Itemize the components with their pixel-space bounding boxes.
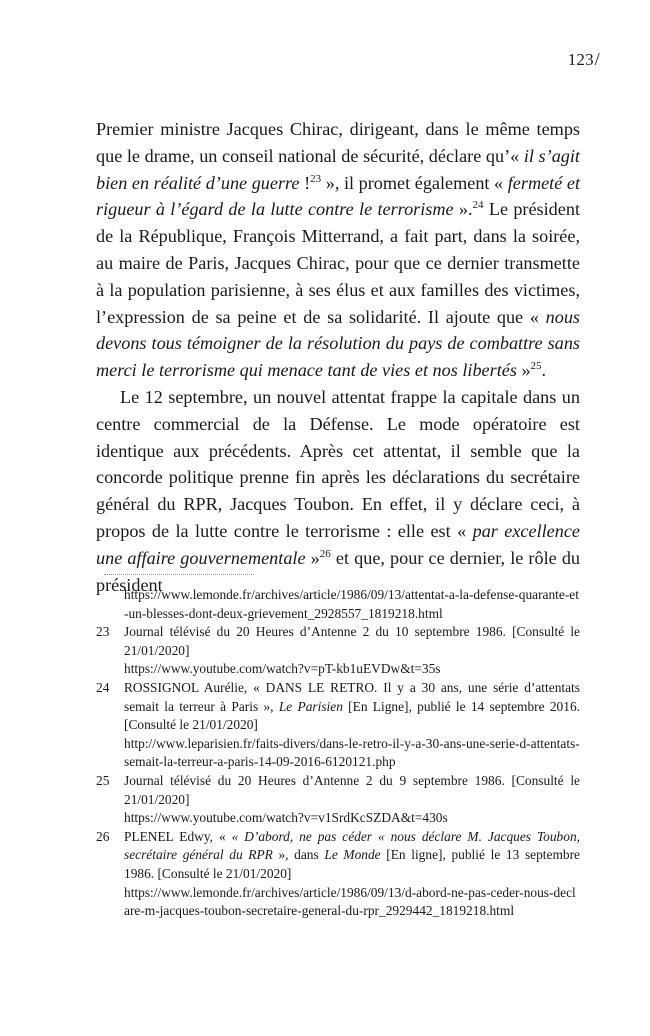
footnote-article-title: « D’abord, ne pas céder « nous déclare M. Jacques Toubon, secrétaire général du RPR xyxy=(124,828,580,863)
p2-quote-toubon: par excellence une affaire gouvernementale xyxy=(96,520,580,568)
p1-text-i: » xyxy=(516,360,531,381)
p1-text-d: », il promet également « xyxy=(321,172,508,193)
footnote-citation: Journal télévisé du 20 Heures d’Antenne 2 du 9 septembre 1986. [Consulté le 21/01/2020] xyxy=(124,772,580,807)
footnote-link[interactable]: https://www.youtube.com/watch?v=pT-kb1uEVDw&t=35s xyxy=(124,661,441,677)
paragraph-2 xyxy=(96,384,580,598)
footnote-23 xyxy=(96,623,580,679)
page-number-slash: / xyxy=(594,49,600,69)
body-text xyxy=(96,116,580,598)
footnote-citation xyxy=(124,828,580,884)
footnote-continued xyxy=(96,586,580,623)
footnote-citation-text: [En ligne], publié le 13 septembre 1986. [Consulté le 21/01/2020] xyxy=(124,847,580,881)
p2-text-d: et que, pour ce dernier, le rôle du président xyxy=(96,547,581,595)
footnote-number-blank xyxy=(96,586,124,623)
page-number-value: 123 xyxy=(567,50,594,69)
footnote-link[interactable]: https://www.lemonde.fr/archives/article/1986/09/13/attentat-a-la-defense-quarante-et-un-blesses-dont-deux-grievement_2928557_1819218.html xyxy=(124,587,579,621)
footnote-24 xyxy=(96,679,580,772)
p1-quote-fermete: fermeté et rigueur à l’égard de la lutte contre le terrorisme xyxy=(96,172,580,220)
p2-text-c: » xyxy=(305,547,320,568)
p1-text-a: Premier ministre Jacques Chirac, dirigeant, dans le même temps que le drame, un conseil national de sécurité, déclare qu’« xyxy=(96,119,580,166)
p1-text-j: . xyxy=(541,360,547,381)
footnote-citation-text: PLENEL Edwy, « xyxy=(124,828,232,844)
p1-text-c: ! xyxy=(299,172,311,193)
footnote-citation-text: », dans xyxy=(272,847,325,863)
footnote-number: 23 xyxy=(96,624,110,640)
footnote-ref-24[interactable]: 24 xyxy=(472,199,484,212)
footnote-citation-text: ROSSIGNOL Aurélie, « DANS LE RETRO. Il y a 30 ans, une série d’attentats semait la terreur à Paris », xyxy=(124,679,580,714)
footnote-26 xyxy=(96,828,580,921)
p1-quote-guerre: il s’agit bien en réalité d’une guerre xyxy=(96,145,580,193)
p2-text-a: Le 12 septembre, un nouvel attentat frappe la capitale dans un centre commercial de la Défense. Le mode opératoire est identique aux précédents. Après cet attentat, il semble que la concorde politique prenne fin après les déclarations du secrétaire général du RPR, Jacques Toubon. En effet, il y déclare ceci, à propos de la lutte contre le terrorisme : elle est « xyxy=(96,386,580,541)
page-number xyxy=(568,49,600,70)
footnote-link[interactable]: https://www.lemonde.fr/archives/article/1986/09/13/d-abord-ne-pas-ceder-nous-declare-m-jacques-toubon-secretaire-general-du-rpr_2929442_1819218.html xyxy=(124,884,576,919)
footnote-25 xyxy=(96,772,580,828)
footnote-citation xyxy=(124,679,580,735)
p1-text-f: ». xyxy=(453,199,473,220)
footnotes xyxy=(96,586,580,921)
footnote-number: 25 xyxy=(96,772,110,788)
footnote-ref-25[interactable]: 25 xyxy=(530,360,542,373)
p1-text-g: Le président de la République, François Mitterrand, a fait part, dans la soirée, au maire de Paris, Jacques Chirac, pour que ce dernier transmette à la population parisienne, à ses élus et aux familles des victimes, l’expression de sa peine et de sa solidarité. Il ajoute que « xyxy=(96,199,580,327)
p1-quote-mitterrand: nous devons tous témoigner de la résolution du pays de combattre sans merci le terrorisme qui menace tant de vies et nos libertés xyxy=(96,306,580,381)
footnote-source-title: Le Parisien xyxy=(278,698,343,714)
footnote-ref-26[interactable]: 26 xyxy=(319,547,331,560)
footnote-source-title: Le Monde xyxy=(324,847,381,863)
footnote-number: 24 xyxy=(96,679,110,695)
footnote-link[interactable]: https://www.youtube.com/watch?v=v1SrdKcSZDA&t=430s xyxy=(124,810,448,826)
paragraph-1 xyxy=(96,116,580,384)
footnote-number: 26 xyxy=(96,828,110,844)
footnote-ref-23[interactable]: 23 xyxy=(310,172,322,185)
footnote-citation-text: [En Ligne], publié le 14 septembre 2016. [Consulté le 21/01/2020] xyxy=(124,698,580,733)
footnote-citation: Journal télévisé du 20 Heures d’Antenne 2 du 10 septembre 1986. [Consulté le 21/01/2020] xyxy=(124,624,580,658)
footnote-separator xyxy=(104,574,254,575)
footnote-link[interactable]: http://www.leparisien.fr/faits-divers/dans-le-retro-il-y-a-30-ans-une-serie-d-attentats-semait-la-terreur-a-paris-14-09-2016-6120121.php xyxy=(124,735,580,770)
